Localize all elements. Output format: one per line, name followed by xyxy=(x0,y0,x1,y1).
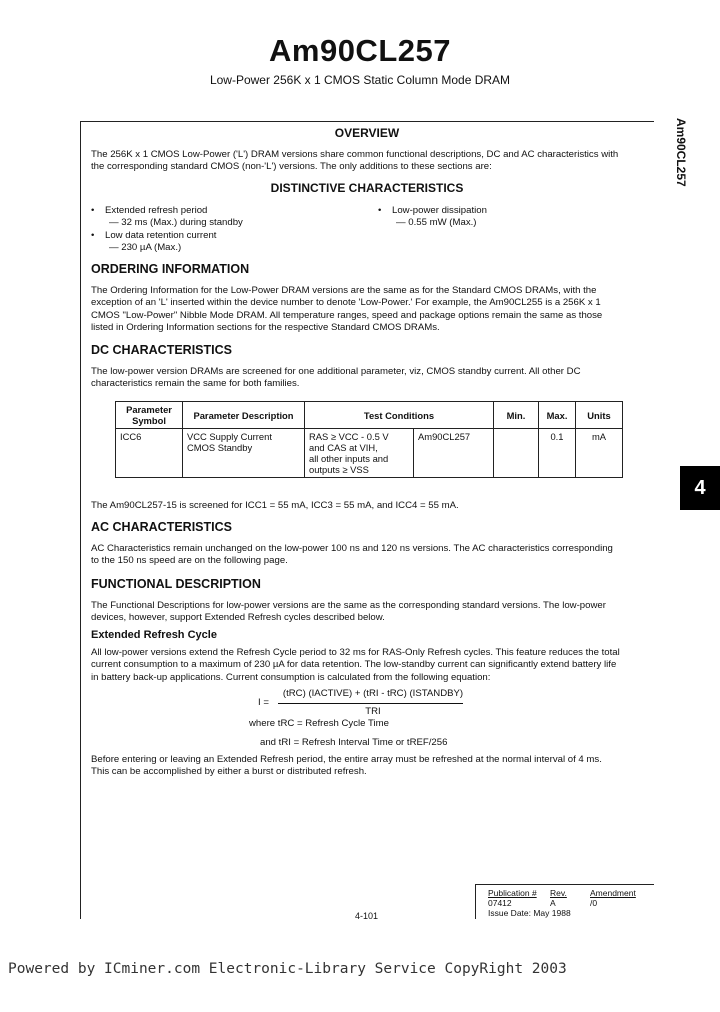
cell-device: Am90CL257 xyxy=(414,429,494,478)
functional-text xyxy=(91,600,647,625)
text-line: listed in Ordering Information sections for the respective Standard CMOS DRAMs. xyxy=(91,322,440,334)
cell-description: VCC Supply Current CMOS Standby xyxy=(183,429,305,478)
bullet-icon: • xyxy=(378,205,382,216)
ac-heading: AC CHARACTERISTICS xyxy=(91,520,232,534)
list-item: • Low-power dissipation xyxy=(378,205,487,216)
bullet-icon: • xyxy=(91,229,95,241)
equation-where-2: and tRI = Refresh Interval Time or tREF/256 xyxy=(260,737,448,748)
list-item: • Low data retention current xyxy=(91,229,217,241)
page-subtitle: Low-Power 256K x 1 CMOS Static Column Mode DRAM xyxy=(209,73,511,87)
page-title: Am90CL257 xyxy=(269,33,451,68)
issue-date: Issue Date: May 1988 xyxy=(488,908,571,918)
equation-denominator: TRI xyxy=(365,706,381,717)
dc-text xyxy=(91,366,647,391)
text-line: to the 150 ns speed are on the following page. xyxy=(91,555,288,567)
list-item: • Extended refresh period xyxy=(91,205,208,216)
text-line: This can be accomplished by either a burst or distributed refresh. xyxy=(91,766,367,778)
list-item-detail: — 230 µA (Max.) xyxy=(109,242,182,254)
column-header: Max. xyxy=(539,402,576,429)
watermark: Powered by ICminer.com Electronic-Library Service CopyRight 2003 xyxy=(8,961,567,977)
text-line: The low-power version DRAMs are screened for one additional parameter, viz, CMOS standby current. All other DC xyxy=(91,366,581,377)
text-line: CMOS "Low-Power" Nibble Mode DRAM. All temperature ranges, speed and package options remain the same as those xyxy=(91,309,603,321)
cell-symbol: ICC6 xyxy=(116,429,183,478)
text-line: characteristics remain the same for both families. xyxy=(91,378,300,390)
ordering-text xyxy=(91,285,647,335)
text-line: the corresponding standard CMOS (non-'L') versions. The only additions to these sections are: xyxy=(91,161,492,173)
text-line: The Ordering Information for the Low-Power DRAM versions are the same as for the Standard CMOS DRAMs, with the xyxy=(91,285,597,296)
cell-conditions: RAS ≥ VCC - 0.5 V and CAS at VIH, all other inputs and outputs ≥ VSS xyxy=(305,429,414,478)
publication-box xyxy=(475,884,654,919)
text-line: in battery back-up applications. Current consumption is calculated from the following equation: xyxy=(91,671,491,683)
dc-table-wrapper xyxy=(115,401,623,478)
equation-where-1: where tRC = Refresh Cycle Time xyxy=(249,718,389,729)
text-line: devices, however, support Extended Refresh cycles described below. xyxy=(91,612,385,624)
overview-text xyxy=(91,149,647,174)
ordering-heading: ORDERING INFORMATION xyxy=(91,262,250,276)
distinctive-right-list xyxy=(378,205,638,230)
column-header: Parameter Description xyxy=(183,402,305,429)
overview-heading: OVERVIEW xyxy=(334,126,400,140)
extended-refresh-heading: Extended Refresh Cycle xyxy=(91,629,217,641)
equation-fraction-bar xyxy=(278,703,463,704)
distinctive-heading: DISTINCTIVE CHARACTERISTICS xyxy=(270,181,464,195)
text-line: current consumption to a maximum of 230 µA for data retention. The low-standby current can significantly extend battery life xyxy=(91,659,617,671)
amend-value: /0 xyxy=(590,898,598,908)
table-row xyxy=(116,429,623,478)
rev-value: A xyxy=(550,898,556,908)
dc-screened-note: The Am90CL257-15 is screened for ICC1 = 55 mA, ICC3 = 55 mA, and ICC4 = 55 mA. xyxy=(91,500,459,511)
column-header: Min. xyxy=(494,402,539,429)
text-line: All low-power versions extend the Refresh Cycle period to 32 ms for RAS-Only Refresh cycles. This feature reduces the total xyxy=(91,647,620,658)
cell-max: 0.1 xyxy=(539,429,576,478)
dc-heading: DC CHARACTERISTICS xyxy=(91,343,232,357)
pub-value: 07412 xyxy=(488,898,512,908)
text-line: Before entering or leaving an Extended Refresh period, the entire array must be refreshed at the normal interval of 4 ms. xyxy=(91,754,602,765)
cell-min xyxy=(494,429,539,478)
text-line: exception of an 'L' inserted within the device number to denote 'Low-Power.' For example, the Am90CL255 is a 256K x 1 xyxy=(91,297,601,309)
list-item-detail: — 32 ms (Max.) during standby xyxy=(109,217,243,229)
page-number: 4-101 xyxy=(355,911,379,921)
pub-label: Publication # xyxy=(488,888,537,898)
text-line: The 256K x 1 CMOS Low-Power ('L') DRAM versions share common functional descriptions, DC and AC characteristics with xyxy=(91,149,619,160)
distinctive-left-list xyxy=(91,205,361,255)
column-header: Parameter Symbol xyxy=(116,402,183,429)
table-header-row xyxy=(116,402,623,429)
text-line: AC Characteristics remain unchanged on the low-power 100 ns and 120 ns versions. The AC characteristics corresponding xyxy=(91,543,613,554)
amend-label: Amendment xyxy=(590,888,636,898)
column-header: Units xyxy=(576,402,623,429)
equation-numerator: (tRC) (IACTIVE) + (tRI - tRC) (ISTANDBY) xyxy=(282,688,464,699)
ac-text xyxy=(91,543,647,568)
equation-lhs: I = xyxy=(258,697,269,708)
list-item-detail: — 0.55 mW (Max.) xyxy=(396,217,477,229)
section-tab: 4 xyxy=(680,466,720,510)
functional-heading: FUNCTIONAL DESCRIPTION xyxy=(91,577,261,591)
cell-units: mA xyxy=(576,429,623,478)
bullet-icon: • xyxy=(91,205,95,216)
rev-label: Rev. xyxy=(550,888,567,898)
closing-text xyxy=(91,754,647,779)
side-title: Am90CL257 xyxy=(674,118,688,187)
extended-refresh-text xyxy=(91,647,647,684)
dc-table xyxy=(115,401,623,478)
text-line: The Functional Descriptions for low-power versions are the same as the corresponding standard versions. The low-power xyxy=(91,600,606,611)
column-header: Test Conditions xyxy=(305,402,494,429)
